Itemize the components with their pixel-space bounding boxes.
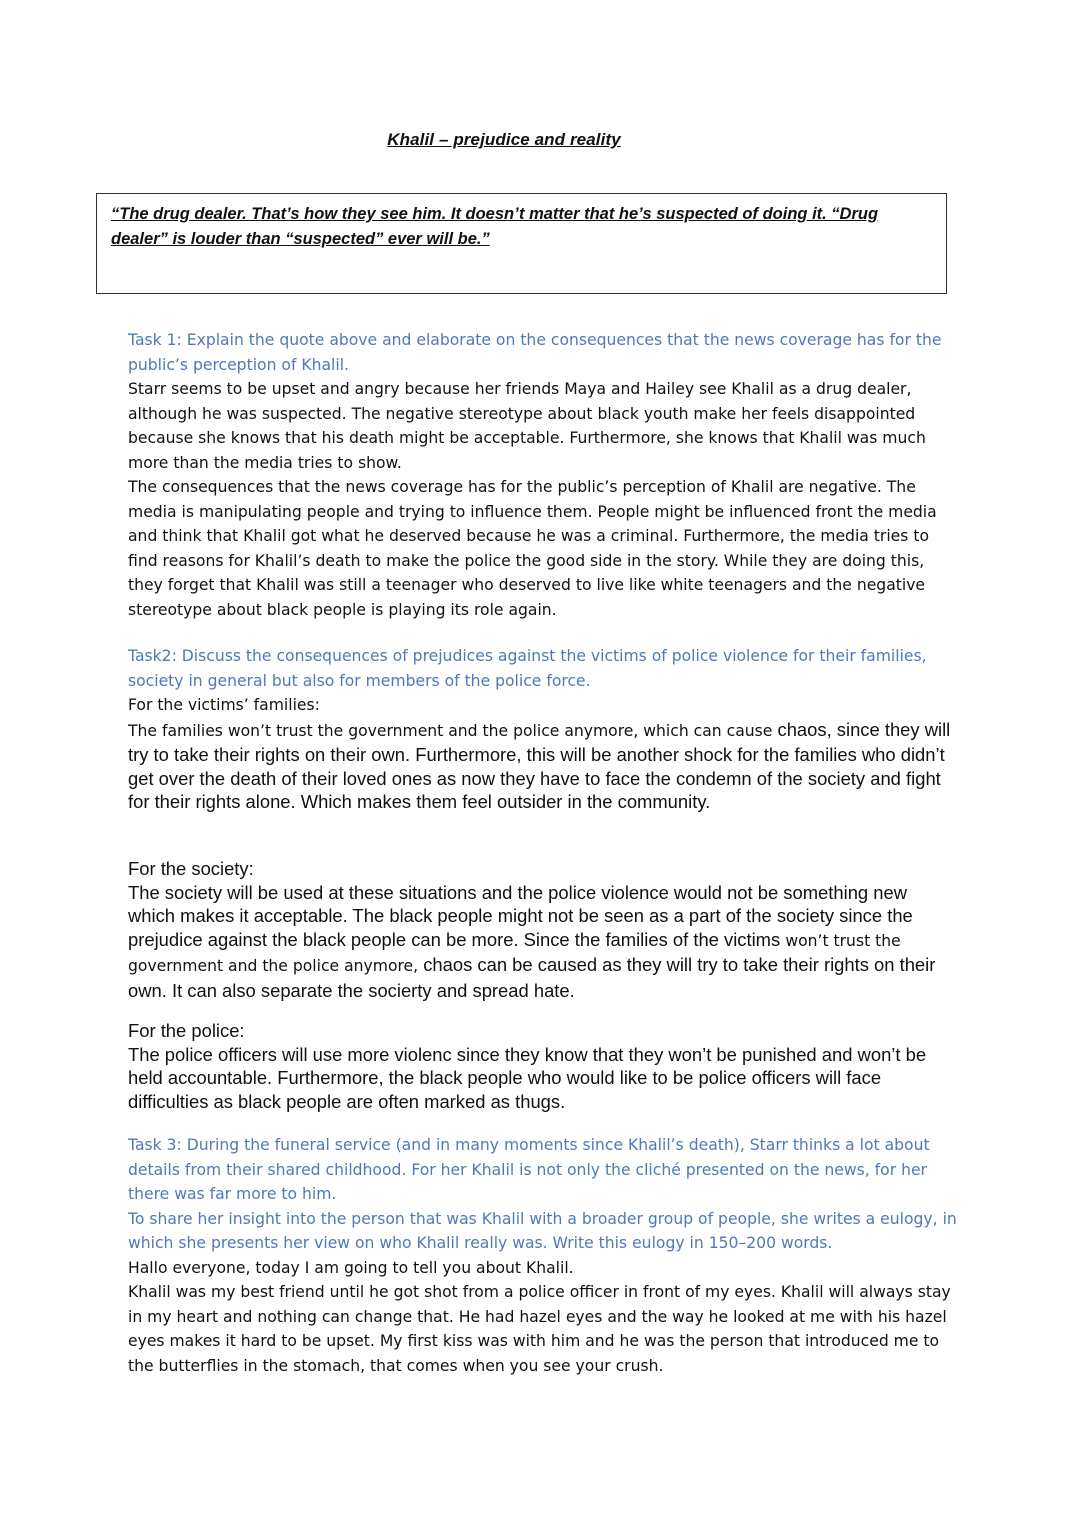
task1-section — [128, 328, 958, 622]
society-body: The society will be used at these situations and the police violence would not be something new which makes it acceptable. The black people might not be seen as a part of the society since the prejudice against the black people can be more. Since the families of the victims — [128, 881, 913, 950]
task3-section — [128, 1133, 958, 1378]
task1-answer-paragraph-2: The consequences that the news coverage has for the public’s perception of Khalil are negative. The media is manipulating people and trying to influence them. People might be influenced front the media and think that Khalil got what he deserved because he was a criminal. Furthermore, the media tries to find reasons for Khalil’s death to make the police the good side in the story. While they are doing this, they forget that Khalil was still a teenager who deserved to live like white teenagers and the negative stereotype about black people is playing its role again. — [128, 478, 937, 619]
task1-prompt: Task 1: Explain the quote above and elaborate on the consequences that the news coverage has for the public’s perception of Khalil. — [128, 331, 942, 374]
society-paragraph — [128, 881, 958, 1003]
task3-prompt-1: Task 3: During the funeral service (and in many moments since Khalil’s death), Starr thinks a lot about details from their shared childhood. For her Khalil is not only the cliché presented on the news, for her there was far more to him. — [128, 1136, 930, 1203]
task2-section — [128, 644, 958, 814]
quote-text: “The drug dealer. That’s how they see him. It doesn’t matter that he’s suspected of doing it. “Drug dealer” is louder than “suspected” ever will be.” — [111, 205, 879, 248]
task1-answer-paragraph-1: Starr seems to be upset and angry because her friends Maya and Hailey see Khalil as a drug dealer, although he was suspected. The negative stereotype about black youth make her feels disappointed because she knows that his death might be acceptable. Furthermore, she knows that Khalil was much more than the media tries to show. — [128, 380, 926, 472]
families-heading: For the victims’ families: — [128, 696, 320, 714]
police-heading: For the police: — [128, 1020, 245, 1041]
police-section — [128, 1019, 958, 1113]
quote-box — [96, 193, 947, 294]
page-title: Khalil – prejudice and reality — [387, 130, 621, 149]
police-paragraph: The police officers will use more violenc since they know that they won’t be punished and won’t be held accountable. Furthermore, the black people who would like to be police officers will face difficulties as black people are often marked as thugs. — [128, 1043, 927, 1112]
society-section — [128, 857, 958, 1002]
task3-prompt-2: To share her insight into the person that was Khalil with a broader group of people, she writes a eulogy, in which she presents her view on who Khalil really was. Write this eulogy in 150–200 words. — [128, 1209, 957, 1252]
task3-answer-paragraph-2: Khalil was my best friend until he got shot from a police officer in front of my eyes. Khalil will always stay in my heart and nothing can change that. He had hazel eyes and the way he looked at me with his hazel eyes makes it hard to be upset. My first kiss was with him and he was the person that introduced me to the butterflies in the stomach, that comes when you see your crush. — [128, 1283, 951, 1375]
families-lead: The families won’t trust the government and the police anymore, which can cause — [128, 721, 773, 740]
society-mid: won’t trust the government and the police anymore, — [128, 931, 901, 975]
families-paragraph — [128, 718, 958, 814]
task3-answer-paragraph-1: Hallo everyone, today I am going to tell you about Khalil. — [128, 1258, 574, 1277]
task2-prompt: Task2: Discuss the consequences of prejudices against the victims of police violence for their families, society in general but also for members of the police force. — [128, 647, 927, 690]
families-body: chaos, since they will try to take their rights on their own. Furthermore, this will be another shock for the families who didn’t get over the death of their loved ones as now they have to face the condemn of the society and fight for their rights alone. Which makes them feel outsider in the community. — [128, 718, 951, 812]
society-heading: For the society: — [128, 858, 254, 879]
society-end: chaos can be caused as they will try to take their rights on their own. It can also separate the socierty and spread hate. — [128, 954, 936, 1001]
